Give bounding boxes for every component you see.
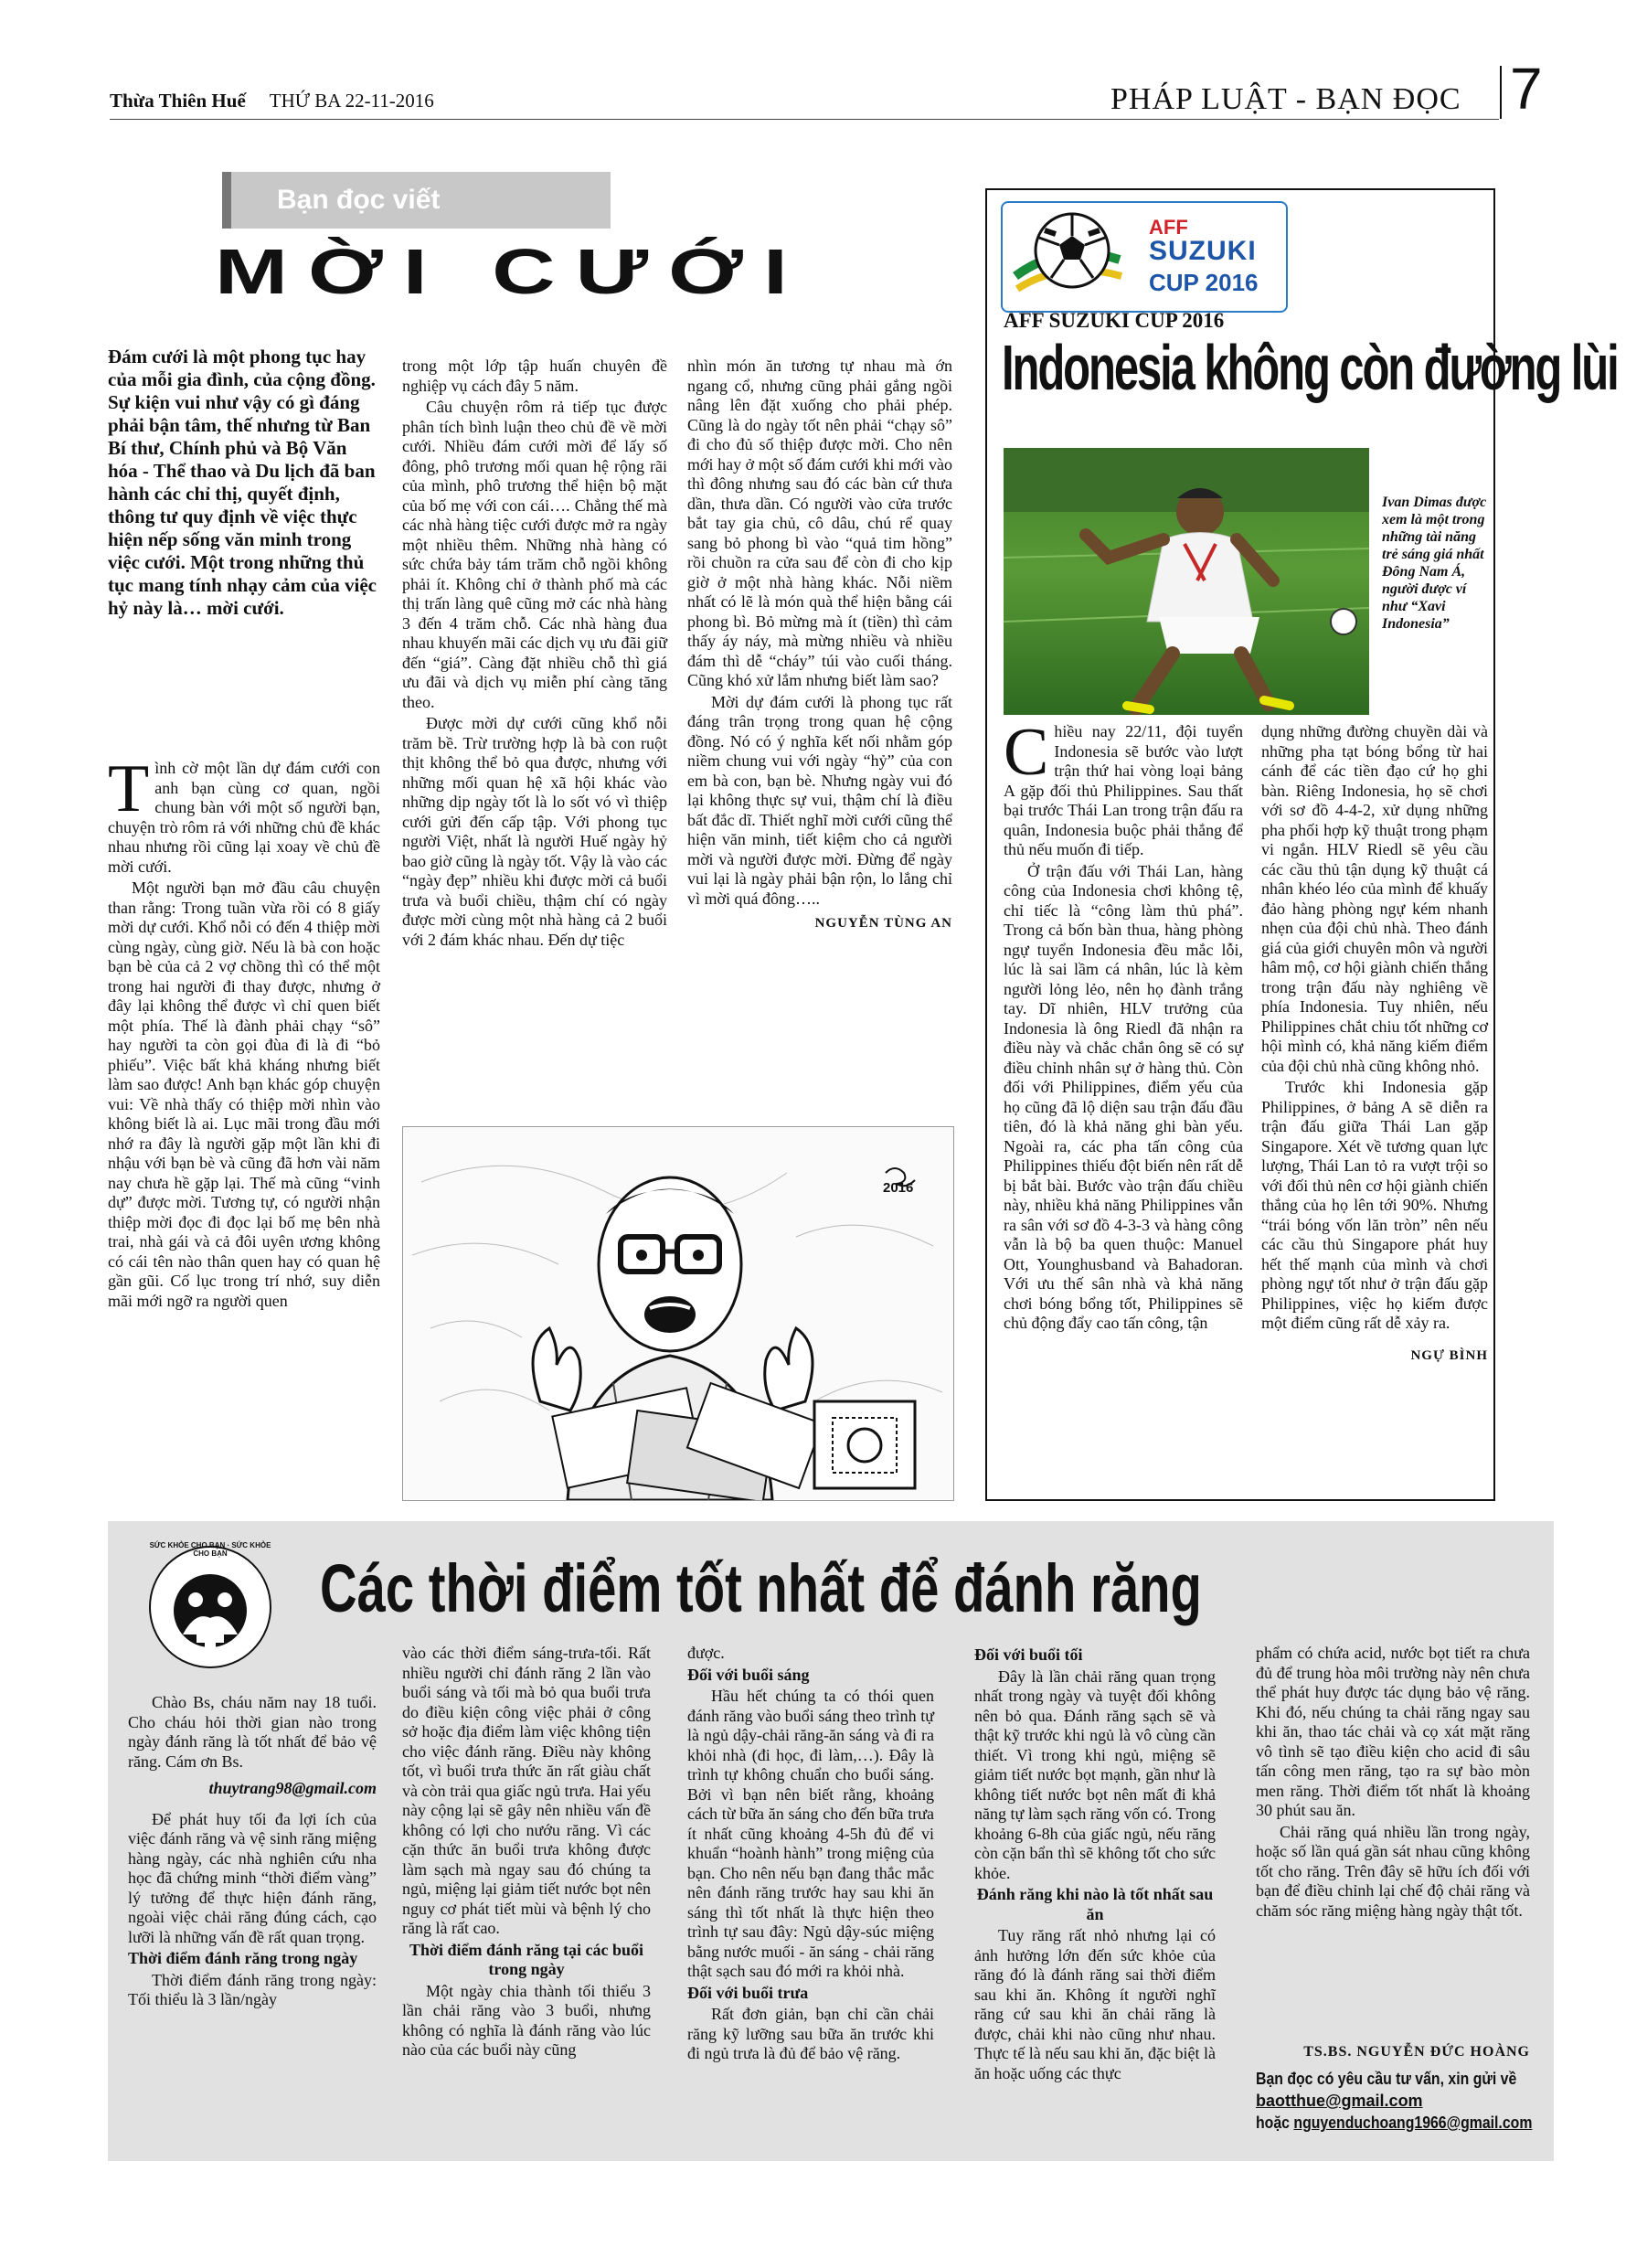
contact-email-2[interactable]: nguyenduchoang1966@gmail.com <box>1293 2114 1533 2132</box>
paragraph: Mời dự đám cưới là phong tục rất đáng trân trọng trong quan hệ cộng đồng. Nó có ý nghĩa kết nối nhằm góp niềm chung vui với ngày “hỷ” của con em bà con, bạn bè. Nhưng ngày vui đó lại không thực sự vui, thậm chí là điều bất đắc dĩ. Thiết nghĩ mời cưới cũng thể hiện văn minh, tiết kiệm cho cả người mời và người được mời. Đừng để ngày vui lại là ngày phải bận rộn, lo lắng chỉ vì mời quá đông….. <box>687 692 952 908</box>
contact-email-2-line <box>1256 2112 1533 2134</box>
aff-logo <box>1001 201 1288 313</box>
header-divider-vertical <box>1500 66 1502 119</box>
paragraph: được. <box>687 1644 725 1662</box>
contact-line: Bạn đọc có yêu cầu tư vấn, xin gửi về <box>1256 2070 1517 2088</box>
paragraph: Một ngày chia thành tối thiểu 3 lần chải răng vào 3 buổi, nhưng không có nghĩa là đánh răng vào lúc nào của các buổi này cũng <box>402 1981 651 2059</box>
paragraph: Rất đơn giản, bạn chỉ cần chải răng kỹ lưỡng sau bữa ăn trước khi đi ngủ trưa là đủ để bảo vệ răng. <box>687 2005 934 2062</box>
drop-cap: C <box>1004 715 1049 790</box>
article-title: MỜI CƯỚI <box>215 237 808 308</box>
drop-cap: T <box>108 751 150 826</box>
paragraph: Một người bạn mở đầu câu chuyện than rằng: Trong tuần vừa rồi có 8 giấy mời dự cưới. Khổ nỗi có đến 4 thiệp mời cùng ngày, cùng giờ. Nếu là bà con hoặc bạn bè của cả 2 vợ chồng thì có thể một trong hai người đi thay được, nhưng ở đây lại không thể được vì chỉ quen biết một phía. Thế là đành phải chạy “sô” hay người ta còn gọi đùa đi là đi “bỏ phiếu”. Việc bất khả kháng nhưng biết làm sao được! Anh bạn khác góp chuyện vui: Về nhà thấy có thiệp mời nhìn vào không biết là ai. Lục mãi trong đầu mới nhớ ra đây là người gặp một lần khi đi nhậu với bạn bè và cũng đã hơn vài năm nay chưa hề gặp lại. Thế mà cũng “vinh dự” được mời. Tương tự, có người nhận thiệp mời đọc đi đọc lại bố mẹ bên nhà trai, nhà gái và cả đôi uyên ương không có cái tên nào thân quen hay có quan hệ gần gũi. Cố lục trong trí nhớ, suy diễn mãi mới ngỡ ra người quen <box>108 878 380 1310</box>
health-title: Các thời điểm tốt nhất để đánh răng <box>320 1550 1202 1626</box>
paragraph: vào các thời điểm sáng-trưa-tối. Rất nhiều người chỉ đánh răng 2 lần vào buổi sáng và tối mà bỏ qua buổi trưa do điều kiện công việc phải ở công sở hoặc địa điểm làm việc không tiện cho việc đánh răng. Điều này không tốt, vì buổi trưa thức ăn rất giàu chất và còn trải qua giấc ngủ trưa. Hai yếu này cộng lại sẽ gây nên nhiều vấn đề không có lợi cho nướu răng. Vì các cặn thức ăn buổi trưa không được làm sạch mà ngay sau đó chúng ta ngủ, miệng lại giảm tiết nước bọt nên nguy cơ phát tiết mùi và bệnh lý cho răng là rất cao. <box>402 1644 651 1937</box>
subheading: Đối với buổi sáng <box>687 1665 810 1684</box>
health-logo <box>146 1543 274 1671</box>
subheading: Đánh răng khi nào là tốt nhất sau ăn <box>976 1885 1214 1923</box>
paragraph: ình cờ một lần dự đám cưới con anh bạn cùng cơ quan, ngồi chung bàn với một số người bạn, chuyện trò rôm rả với những chủ đề khác nhau nhưng rồi cũng lại xoay về chủ đề mời cưới. <box>108 759 380 876</box>
page-number: 7 <box>1510 56 1543 122</box>
illustration-year: 2016 <box>883 1180 914 1196</box>
paragraph: Tuy răng rất nhỏ nhưng lại có ảnh hưởng lớn đến sức khỏe của răng đó là đánh răng sai thời điểm sau khi ăn. Không ít người nghĩ răng cứ sau khi ăn chải răng là được, chải khi nào cũng như nhau. Thực tế là nếu sau khi ăn, đặc biệt là ăn hoặc uống các thực <box>974 1926 1216 2082</box>
football-player-image <box>1004 448 1369 715</box>
contact-prefix: hoặc <box>1256 2114 1290 2132</box>
author-byline: NGỰ BÌNH <box>1410 1347 1488 1363</box>
player-photo <box>1004 448 1369 715</box>
kicker-text: Bạn đọc viết <box>277 185 441 215</box>
subheading: Đối với buổi tối <box>974 1645 1083 1664</box>
caricature-illustration <box>402 1126 954 1501</box>
author-byline: NGUYỄN TÙNG AN <box>814 916 952 931</box>
article2-kicker: AFF SUZUKI CUP 2016 <box>1004 309 1225 332</box>
section-title: PHÁP LUẬT - BẠN ĐỌC <box>1110 82 1461 116</box>
paragraph: trong một lớp tập huấn chuyên đề nghiệp vụ cách đây 5 năm. <box>402 357 667 395</box>
masthead-left <box>110 90 434 112</box>
contact-box <box>1256 2068 1539 2134</box>
health-column-1 <box>128 1693 377 2012</box>
paragraph: Để phát huy tối đa lợi ích của việc đánh răng và vệ sinh răng miệng hàng ngày, các nhà nghiên cứu nha học đã chứng minh “thời điểm vàng” lý tưởng để thực hiện đánh răng, ngoài việc chải răng đúng cách, cạo lưỡi là những vấn đề rất quan trọng. <box>128 1809 377 1946</box>
logo-cup: CUP 2016 <box>1149 269 1259 296</box>
article2-column-1 <box>1004 715 1243 1336</box>
health-logo-text: SỨC KHỎE CHO BẠN · SỨC KHỎE CHO BẠN <box>149 1541 271 1558</box>
caricature-drawing <box>403 1127 953 1500</box>
paragraph: Đây là lần chải răng quan trọng nhất trong ngày và tuyệt đối không nên bỏ qua. Đánh răng sạch sẽ và thật kỹ trước khi ngủ là vô cùng cần thiết. Vì trong khi ngủ, miệng sẽ giảm tiết nước bọt mạnh, gần như là không tiết nước bọt nên mất đi khả năng tự làm sạch răng vốn có. Trong khoảng 6-8h của giấc ngủ, nếu răng còn cặn bẩn thì sẽ không tốt cho sức khỏe. <box>974 1666 1216 1882</box>
article2-title: Indonesia không còn đường lùi <box>1002 332 1618 403</box>
photo-caption: Ivan Dimas được xem là một trong những tài năng trẻ sáng giá nhất Đông Nam Á, người được ví như “Xavi Indonesia” <box>1382 495 1487 632</box>
reader-email[interactable]: thuytrang98@gmail.com <box>208 1779 377 1797</box>
paragraph: phẩm có chứa acid, nước bọt tiết ra chưa đủ để trung hòa môi trường này nên chưa thể phát huy được tác dụng bảo vệ răng. Khi đó, nếu chúng ta chải răng ngay sau khi ăn, thao tác chải và cọ xát mặt răng vô tình sẽ tạo điều kiện cho acid đi sâu tấn công men răng, tạo ra sự bào mòn men răng. Thời điểm tốt nhất là khoảng 30 phút sau ăn. <box>1256 1644 1530 1819</box>
subheading: Đối với buổi trưa <box>687 1983 809 2002</box>
publication-name: Thừa Thiên Huế <box>110 90 246 112</box>
logo-suzuki: SUZUKI <box>1149 236 1257 266</box>
health-logo-icon <box>146 1543 274 1671</box>
paragraph: Trước khi Indonesia gặp Philippines, ở bảng A sẽ diễn ra trận đấu giữa Thái Lan gặp Singapore. Xét về tương quan lực lượng, Thái Lan tỏ ra vượt trội so với đối thủ nên cơ hội giành chiến thắng của họ lên tới 90%. Nhưng “trái bóng vốn lăn tròn” nên nếu các cầu thủ Singapore phát huy hết thế mạnh của mình và chơi phòng ngự tốt như ở trận đấu gặp Philippines, việc họ kiếm được một điểm cũng rất dễ xảy ra. <box>1261 1078 1488 1332</box>
subheading: Thời điểm đánh răng tại các buổi trong ngày <box>409 1940 643 1978</box>
article-lead: Đám cưới là một phong tục hay của mỗi gia đình, của cộng đồng. Sự kiện vui như vậy có gì đáng phải bận tâm, thế nhưng từ Ban Bí thư, Chính phủ và Bộ Văn hóa - Thể thao và Du lịch đã ban hành các chỉ thị, quyết định, thông tư quy định về việc thực hiện nếp sống văn minh trong việc cưới. Một trong những thủ tục mang tính nhạy cảm của việc hỷ này là… mời cưới. <box>108 346 377 619</box>
soccer-ball-icon <box>1008 205 1127 307</box>
article1-column-1 <box>108 751 380 1313</box>
paragraph: Hầu hết chúng ta có thói quen đánh răng vào buổi sáng theo trình tự là ngủ dậy-chải răng-ăn sáng và đi ra khỏi nhà (đi học, đi làm,…). Đây là trình tự không chuẩn cho buổi sáng. Bởi vì bạn nên biết rằng, khoảng cách từ bữa ăn sáng cho đến bữa trưa ít nhất cũng khoảng 4-5h đủ để vi khuẩn “hoành hành” trong miệng của bạn. Cho nên nếu bạn đang thắc mắc nên đánh răng trước hay sau khi ăn sáng thì tốt nhất là thực hiện theo trình tự sau đây: Ngủ dậy-súc miệng bằng nước muối - ăn sáng - chải răng thật sạch sau đó mới ra khỏi nhà. <box>687 1687 934 1980</box>
paragraph: Thời điểm đánh răng trong ngày: Tối thiểu là 3 lần/ngày <box>128 1970 377 2008</box>
health-column-3 <box>687 1644 934 2066</box>
paragraph: nhìn món ăn tương tự nhau mà ớn ngang cổ, nhưng cũng phải gắng ngồi nâng lên đặt xuống cho phải phép. Cũng là do ngày tốt nên phải “chạy sô” đi cho đủ số thiệp được mời. Cho nên mới hay ở một số đám cưới khi mới vào thì đông nhưng sau đó các bàn cứ thưa dần, thưa dần. Có người vào cửa trước bắt tay gia chủ, cô dâu, chú rể quay sang bỏ phong bì vào “quả tim hồng” rồi chuồn ra cửa sau để còn đi cho kịp giờ ở một nhà hàng khác. Nỗi niềm nhất có lẽ là món quà thể hiện bằng cái phong bì. Bỏ mừng mà ít (tiền) thì cảm thấy áy náy, mà mừng nhiều và nhiều đám thì dễ “cháy” túi vào cuối tháng. Cũng khó xử lắm nhưng biết làm sao? <box>687 357 952 689</box>
paragraph: Chào Bs, cháu năm nay 18 tuổi. Cho cháu hỏi thời gian nào trong ngày đánh răng là tốt nhất để bảo vệ răng. Cám ơn Bs. <box>128 1693 377 1771</box>
logo-aff: AFF <box>1149 216 1188 239</box>
issue-date: THỨ BA 22-11-2016 <box>269 90 434 112</box>
subheading: Thời điểm đánh răng trong ngày <box>128 1949 358 1967</box>
article-kicker <box>222 172 611 229</box>
contact-email-1[interactable]: baotthue@gmail.com <box>1256 2092 1423 2110</box>
paragraph: Được mời dự cưới cũng khổ nỗi trăm bề. Trừ trường hợp là bà con ruột thịt không thể bỏ qua được, nhưng với những mối quan hệ xã hội khác vào những dịp ngày tốt là lo sốt vó vì thiệp cưới gửi đến cấp tập. Với phong tục người Việt, nhất là người Huế ngày hỷ bao giờ cũng là ngày tốt. Vậy là vào các “ngày đẹp” nhiều khi được mời cả buổi trưa và buổi chiều, thậm chí có ngày được mời cùng một nhà hàng cả 2 buổi với 2 đám khác nhau. Đến dự tiệc <box>402 714 667 949</box>
paragraph: hiều nay 22/11, đội tuyển Indonesia sẽ bước vào lượt trận thứ hai vòng loại bảng A gặp đối thủ Philippines. Sau thất bại trước Thái Lan trong trận đấu ra quân, Indonesia buộc phải thắng để thủ nếu muốn đi tiếp. <box>1004 722 1243 858</box>
paragraph: Câu chuyện rôm rả tiếp tục được phân tích bình luận theo chủ đề về mời cưới. Nhiều đám cưới mời để lấy số đông, phô trương mối quan hệ rộng rãi của mình, phô trương thể hiện bộ mặt của bố mẹ với con cái…. Chẳng thế mà các nhà hàng tiệc cưới được mở ra ngày một nhiều thêm. Những nhà hàng có sức chứa bảy tám trăm chỗ ngồi không phải ít. Không chỉ ở thành phố mà các thị trấn làng quê cũng mở các nhà hàng 3 đến 4 trăm chỗ. Các nhà hàng đua nhau khuyến mãi các dịch vụ ưu đãi giữ đến “giá”. Càng đặt nhiều chỗ thì giá ưu đãi và dịch vụ miễn phí càng tăng theo. <box>402 398 667 711</box>
paragraph: Chải răng quá nhiều lần trong ngày, hoặc số lần quá gần sát nhau cũng không tốt cho răng. Trên đây sẽ hữu ích đối với bạn để điều chỉnh lại chế độ chải răng và chăm sóc răng miệng hàng ngày thật tốt. <box>1256 1822 1530 1920</box>
paragraph: dụng những đường chuyền dài và những pha tạt bóng bổng từ hai cánh để các tiền đạo cứ họ ghi bàn. Riêng Indonesia, họ sẽ chơi với sơ đồ 4-4-2, xử dụng những pha phối hợp kỹ thuật trong phạm vi ngắn. HLV Riedl sẽ yêu cầu các cầu thủ tận dụng kỹ thuật cá nhân khéo léo của mình để khuấy đảo hàng phòng ngự kém nhanh nhẹn của đội chủ nhà. Theo đánh giá của giới chuyên môn và người hâm mộ, cơ hội giành chiến thắng trong trận đấu này nghiêng về phía Indonesia. Tuy nhiên, nếu Philippines chắt chiu tốt những cơ hội mình có, khả năng kiếm điểm của đội chủ nhà cũng không nhỏ. <box>1261 722 1488 1075</box>
article1-column-3 <box>687 357 952 934</box>
health-column-2 <box>402 1644 651 2062</box>
health-column-5 <box>1256 1644 1530 1922</box>
article2-column-2 <box>1261 722 1488 1366</box>
health-column-4 <box>974 1644 1216 2085</box>
header-rule <box>110 119 1499 120</box>
article1-column-2 <box>402 357 667 952</box>
paragraph: Ở trận đấu với Thái Lan, hàng công của Indonesia chơi không tệ, chỉ tiếc là “công làm thủ phá”. Trong cả bốn bàn thua, hàng phòng ngự tuyển Indonesia đều mắc lỗi, lúc là sai lầm cá nhân, lúc là kèm người lỏng lẻo, nên họ đành trắng tay. Dĩ nhiên, HLV trưởng của Indonesia là ông Riedl đã nhận ra điều này và chắc chắn ông sẽ có sự điều chỉnh nhân sự ở hàng thủ. Còn đối với Philippines, điểm yếu của họ cũng đã lộ diện sau trận đấu đầu tiên, đó là khả năng ghi bàn yếu. Ngoài ra, các pha tấn công của Philippines thiếu đột biến nên rất dễ bị bắt bài. Bước vào trận đấu chiều này, nhiều khả năng Philippines vẫn ra sân với sơ đồ 4-3-3 và hàng công vẫn là bộ ba quen thuộc: Manuel Ott, Younghusband và Bahadoran. Với ưu thế sân nhà và khả năng chơi bóng bổng tốt, Philippines sẽ chủ động đẩy cao tấn công, tận <box>1004 861 1243 1332</box>
health-author: TS.BS. NGUYỄN ĐỨC HOÀNG <box>1303 2044 1530 2060</box>
